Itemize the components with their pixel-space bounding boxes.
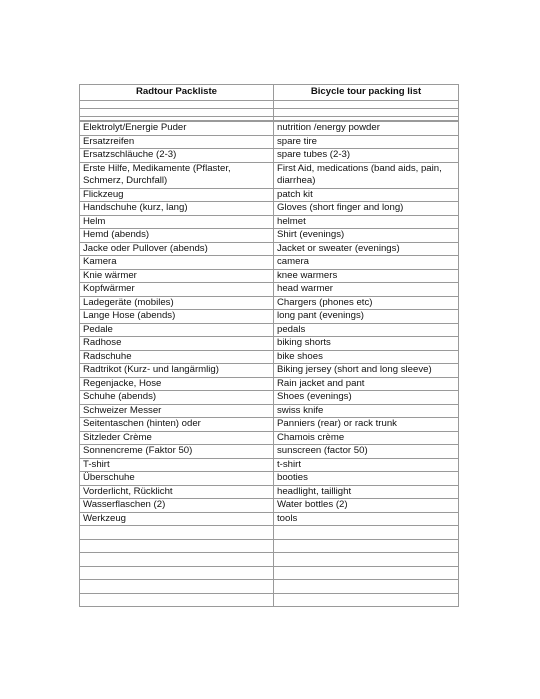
table-row <box>80 445 459 459</box>
english-cell: Rain jacket and pant <box>274 377 459 391</box>
empty-row <box>80 580 459 594</box>
english-cell: Shoes (evenings) <box>274 391 459 405</box>
english-cell: Gloves (short finger and long) <box>274 202 459 216</box>
blank-row <box>80 101 459 109</box>
german-cell: Ersatzreifen <box>80 135 274 149</box>
english-cell: Chargers (phones etc) <box>274 296 459 310</box>
english-column-header: Bicycle tour packing list <box>274 85 459 101</box>
table-row <box>80 215 459 229</box>
english-cell: Biking jersey (short and long sleeve) <box>274 364 459 378</box>
german-cell: Elektrolyt/Energie Puder <box>80 121 274 135</box>
german-cell: Lange Hose (abends) <box>80 310 274 324</box>
german-cell: Wasserflaschen (2) <box>80 499 274 513</box>
german-cell: Kopfwärmer <box>80 283 274 297</box>
german-cell: Regenjacke, Hose <box>80 377 274 391</box>
table-row <box>80 229 459 243</box>
table-row <box>80 121 459 135</box>
english-cell: sunscreen (factor 50) <box>274 445 459 459</box>
english-cell: bike shoes <box>274 350 459 364</box>
table-row <box>80 404 459 418</box>
english-cell: head warmer <box>274 283 459 297</box>
english-cell: Water bottles (2) <box>274 499 459 513</box>
empty-row <box>80 553 459 567</box>
table-row <box>80 391 459 405</box>
empty-row <box>80 566 459 580</box>
german-cell: Schuhe (abends) <box>80 391 274 405</box>
german-cell: Pedale <box>80 323 274 337</box>
table-row <box>80 323 459 337</box>
german-cell: Vorderlicht, Rücklicht <box>80 485 274 499</box>
german-cell: Jacke oder Pullover (abends) <box>80 242 274 256</box>
empty-row <box>80 593 459 607</box>
table-row <box>80 337 459 351</box>
english-cell: knee warmers <box>274 269 459 283</box>
table-row <box>80 472 459 486</box>
english-cell: First Aid, medications (band aids, pain, diarrhea) <box>274 162 459 188</box>
empty-row <box>80 539 459 553</box>
table-row <box>80 188 459 202</box>
german-column-header: Radtour Packliste <box>80 85 274 101</box>
german-cell: Handschuhe (kurz, lang) <box>80 202 274 216</box>
german-cell: Ladegeräte (mobiles) <box>80 296 274 310</box>
german-cell: Werkzeug <box>80 512 274 526</box>
english-cell: Jacket or sweater (evenings) <box>274 242 459 256</box>
german-cell: Sitzleder Crème <box>80 431 274 445</box>
table-row <box>80 135 459 149</box>
german-cell: Radtrikot (Kurz- und langärmlig) <box>80 364 274 378</box>
table-row <box>80 202 459 216</box>
german-cell: Kamera <box>80 256 274 270</box>
german-cell: Hemd (abends) <box>80 229 274 243</box>
german-cell: Knie wärmer <box>80 269 274 283</box>
english-cell: patch kit <box>274 188 459 202</box>
blank-row <box>80 109 459 117</box>
table-row <box>80 431 459 445</box>
english-cell: nutrition /energy powder <box>274 121 459 135</box>
table-row <box>80 310 459 324</box>
header-row <box>80 85 459 101</box>
english-cell: spare tire <box>274 135 459 149</box>
english-cell: camera <box>274 256 459 270</box>
german-cell: Sonnencreme (Faktor 50) <box>80 445 274 459</box>
german-cell: Schweizer Messer <box>80 404 274 418</box>
english-cell: pedals <box>274 323 459 337</box>
table-row <box>80 283 459 297</box>
german-cell: Radhose <box>80 337 274 351</box>
table-row <box>80 364 459 378</box>
german-cell: T-shirt <box>80 458 274 472</box>
german-cell: Ersatzschläuche (2-3) <box>80 149 274 163</box>
empty-row <box>80 526 459 540</box>
table-row <box>80 242 459 256</box>
english-cell: tools <box>274 512 459 526</box>
english-cell: Chamois crème <box>274 431 459 445</box>
table-row <box>80 269 459 283</box>
english-cell: swiss knife <box>274 404 459 418</box>
german-cell: Radschuhe <box>80 350 274 364</box>
english-cell: long pant (evenings) <box>274 310 459 324</box>
table-row <box>80 512 459 526</box>
english-cell: Panniers (rear) or rack trunk <box>274 418 459 432</box>
table-row <box>80 458 459 472</box>
english-cell: Shirt (evenings) <box>274 229 459 243</box>
english-cell: headlight, taillight <box>274 485 459 499</box>
table-body <box>80 101 459 607</box>
table-row <box>80 350 459 364</box>
german-cell: Erste Hilfe, Medikamente (Pflaster, Schmerz, Durchfall) <box>80 162 274 188</box>
german-cell: Flickzeug <box>80 188 274 202</box>
english-cell: booties <box>274 472 459 486</box>
table-row <box>80 499 459 513</box>
english-cell: biking shorts <box>274 337 459 351</box>
table-row <box>80 256 459 270</box>
table-row <box>80 162 459 188</box>
table-row <box>80 149 459 163</box>
english-cell: spare tubes (2-3) <box>274 149 459 163</box>
english-cell: helmet <box>274 215 459 229</box>
table-row <box>80 485 459 499</box>
table-row <box>80 418 459 432</box>
german-cell: Überschuhe <box>80 472 274 486</box>
english-cell: t-shirt <box>274 458 459 472</box>
table-row <box>80 296 459 310</box>
german-cell: Seitentaschen (hinten) oder <box>80 418 274 432</box>
german-cell: Helm <box>80 215 274 229</box>
packing-list-table <box>79 84 459 607</box>
table-row <box>80 377 459 391</box>
